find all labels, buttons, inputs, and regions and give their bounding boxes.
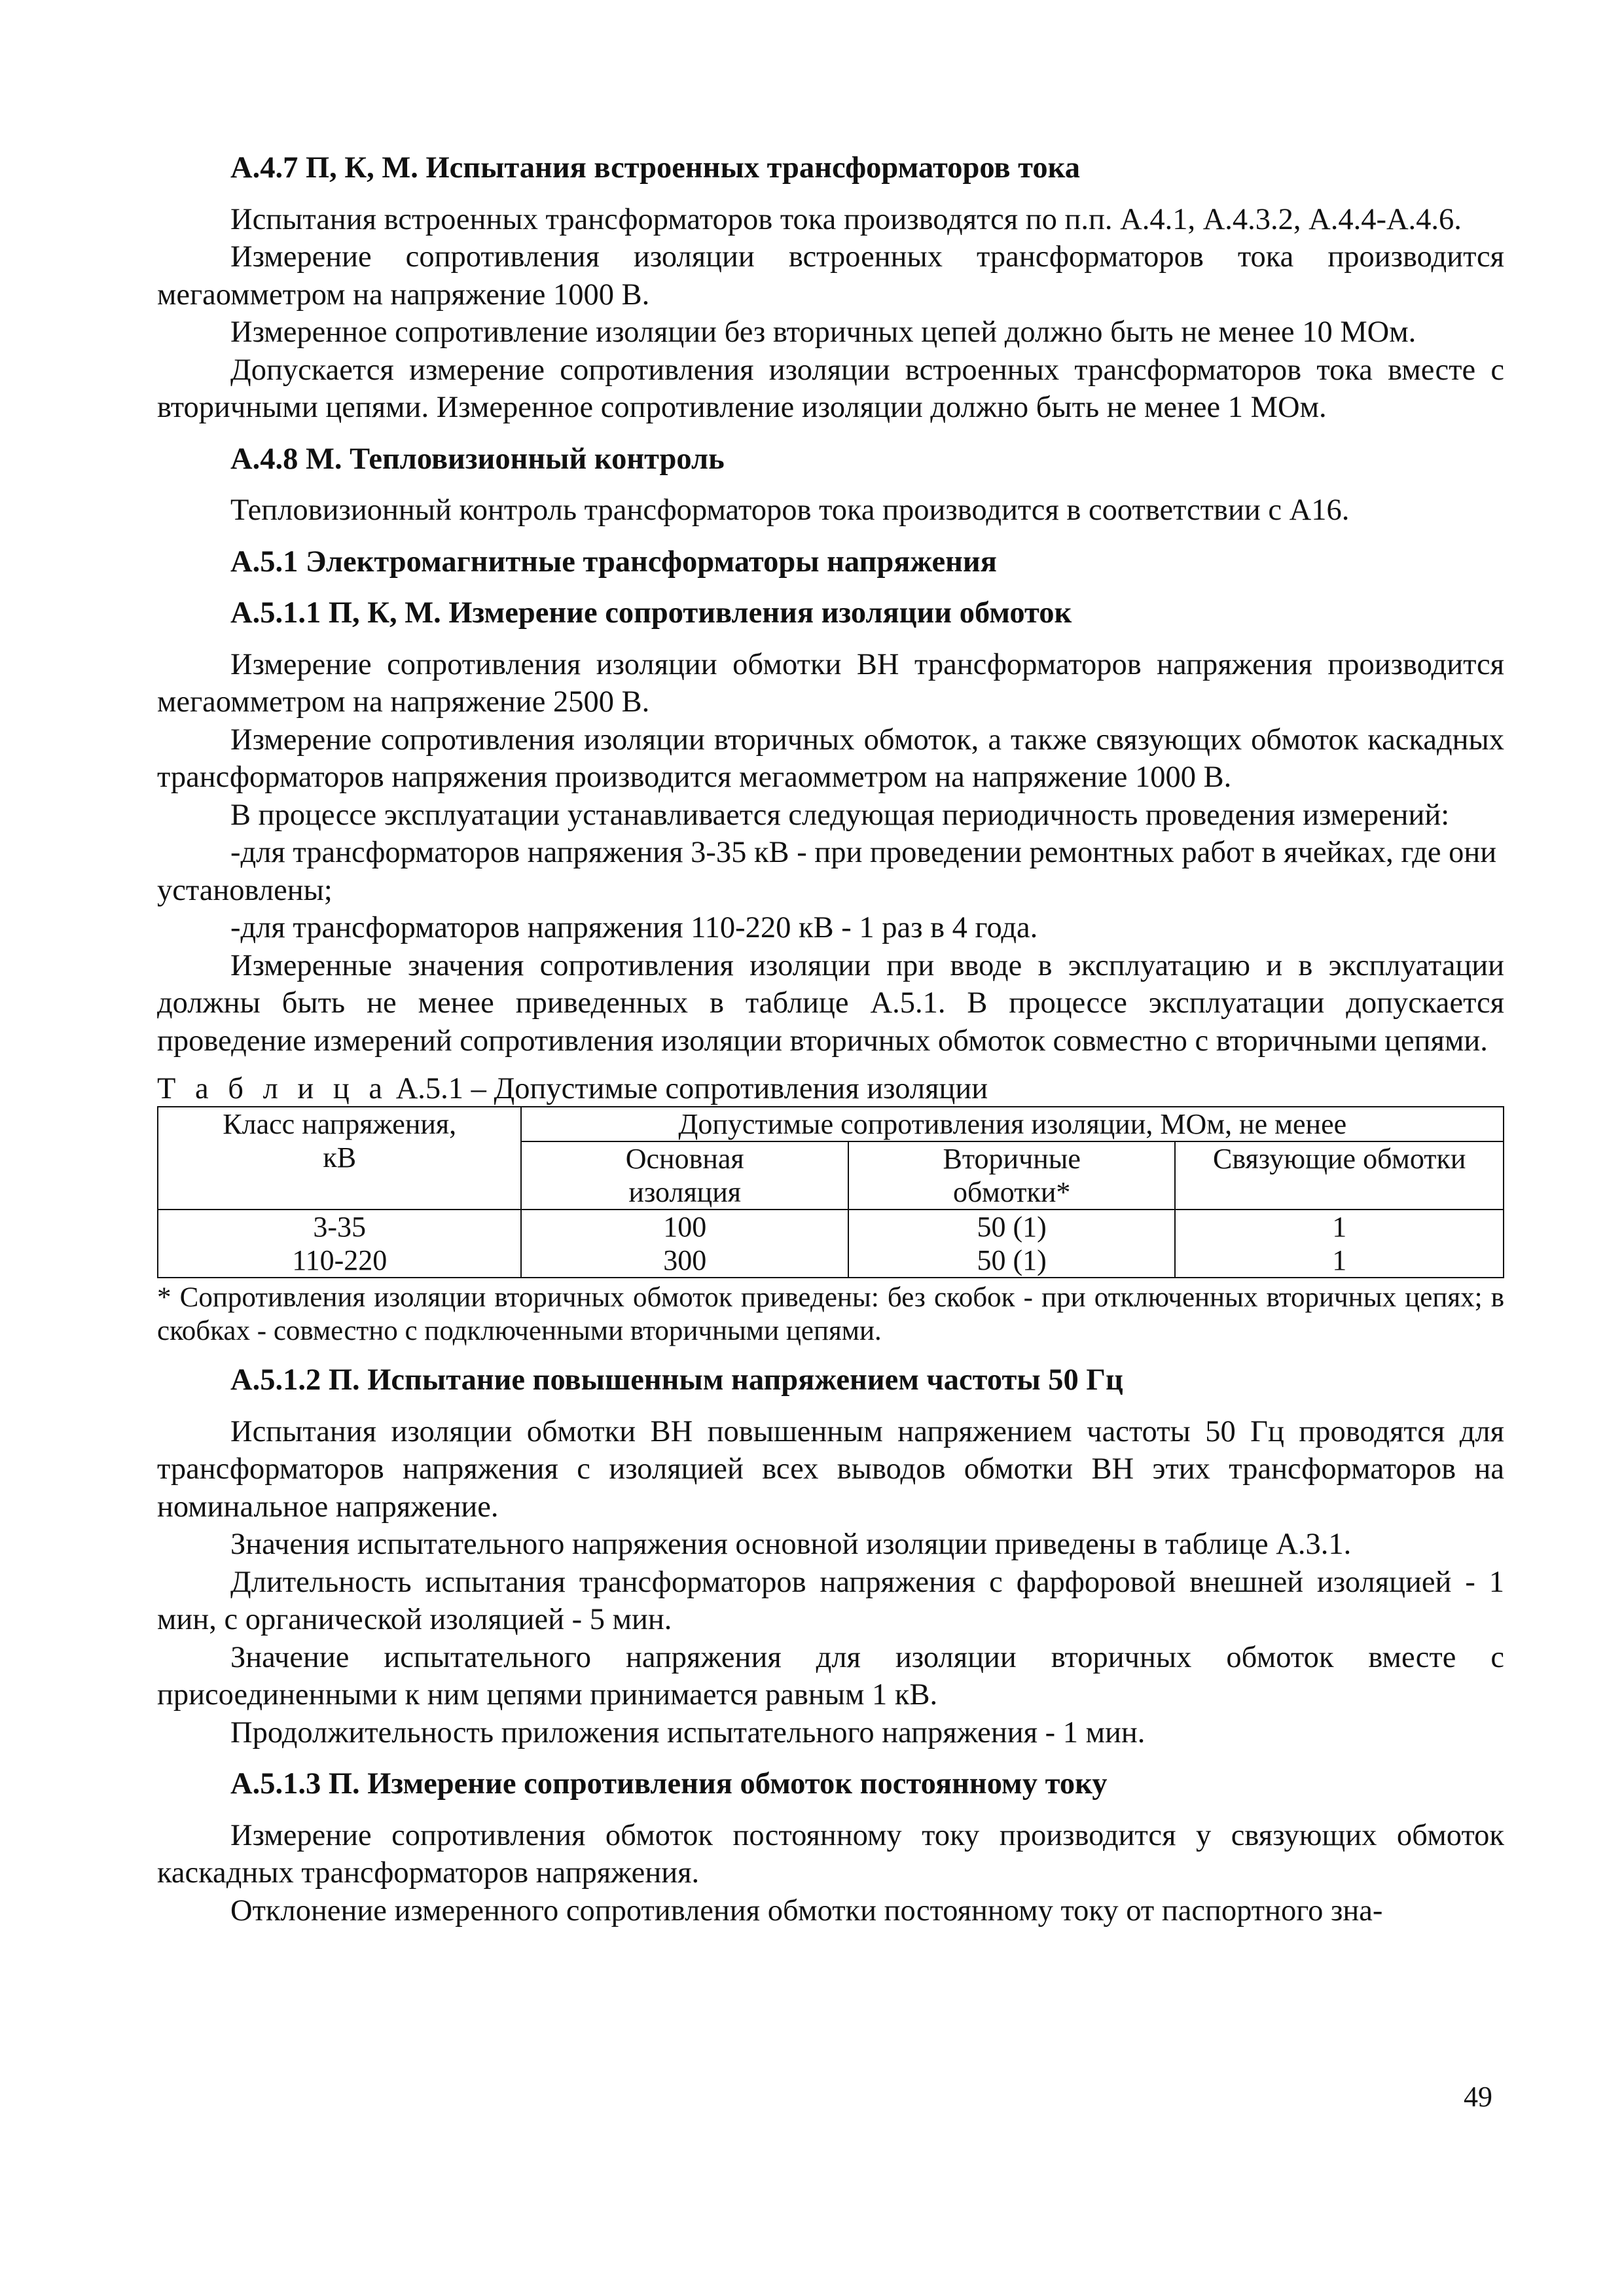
paragraph: Продолжительность приложения испытательного напряжения - 1 мин. [230, 1715, 1146, 1749]
page-content [157, 149, 1504, 1929]
cell-coupling: 1 [1175, 1244, 1504, 1278]
table-footnote: * Сопротивления изоляции вторичных обмоток приведены: без скобок - при отключенных вторичных цепях; в скобках - совместно с подключенными вторичными цепями. [157, 1282, 1504, 1346]
table-header-row [158, 1107, 1504, 1141]
table-caption [157, 1072, 1504, 1106]
paragraph: Отклонение измеренного сопротивления обмотки постоянному току от паспортного зна- [230, 1893, 1383, 1928]
table-row [158, 1210, 1504, 1244]
paragraph: Измерение сопротивления изоляции встроенных трансформаторов тока производится мегаомметром на напряжение 1000 В. [157, 240, 1504, 312]
section-heading-a-5-1: А.5.1 Электромагнитные трансформаторы напряжения [230, 545, 997, 579]
section-heading-a-5-1-1: А.5.1.1 П, К, М. Измерение сопротивления изоляции обмоток [230, 596, 1072, 630]
section-heading-a-4-8: А.4.8 М. Тепловизионный контроль [230, 442, 725, 476]
paragraph: Испытания встроенных трансформаторов тока производятся по п.п. А.4.1, А.4.3.2, А.4.4-А.4.6. [230, 202, 1462, 236]
cell-voltage-class: 3-35 [158, 1210, 521, 1244]
section-heading-a-5-1-3: А.5.1.3 П. Измерение сопротивления обмоток постоянному току [230, 1767, 1108, 1801]
paragraph: В процессе эксплуатации устанавливается следующая периодичность проведения измерений: [230, 798, 1450, 832]
cell-secondary: 50 (1) [848, 1244, 1176, 1278]
section-heading-a-5-1-2: А.5.1.2 П. Испытание повышенным напряжением частоты 50 Гц [230, 1363, 1123, 1397]
header-coupling-windings: Связующие обмотки [1175, 1141, 1504, 1210]
cell-voltage-class: 110-220 [158, 1244, 521, 1278]
paragraph: Длительность испытания трансформаторов напряжения с фарфоровой внешней изоляцией - 1 мин, с органической изоляцией - 5 мин. [157, 1565, 1504, 1636]
paragraph: Измеренное сопротивление изоляции без вторичных цепей должно быть не менее 10 МОм. [230, 315, 1416, 349]
spacer [157, 529, 1504, 543]
table-caption-title: А.5.1 – Допустимые сопротивления изоляции [388, 1072, 988, 1105]
cell-secondary: 50 (1) [848, 1210, 1176, 1244]
spacer [157, 427, 1504, 440]
paragraph: Измерение сопротивления изоляции вторичных обмоток, а также связующих обмоток каскадных трансформаторов напряжения производится мегаомметром на напряжение 1000 В. [157, 723, 1504, 794]
header-main-insulation: Основная изоляция [521, 1141, 848, 1210]
paragraph: Допускается измерение сопротивления изоляции встроенных трансформаторов тока вместе с вторичными цепями. Измеренное сопротивление изоляции должно быть не менее 1 МОм. [157, 353, 1504, 424]
table-row [158, 1244, 1504, 1278]
header-voltage-class: Класс напряжения, кВ [158, 1107, 521, 1210]
cell-main: 300 [521, 1244, 848, 1278]
cell-coupling: 1 [1175, 1210, 1504, 1244]
header-secondary-windings: Вторичные обмотки* [848, 1141, 1176, 1210]
paragraph: Значение испытательного напряжения для изоляции вторичных обмоток вместе с присоединенными к ним цепями принимается равным 1 кВ. [157, 1640, 1504, 1712]
paragraph: Тепловизионный контроль трансформаторов тока производится в соответствии с А16. [230, 493, 1350, 527]
page-number: 49 [1464, 2081, 1492, 2113]
spacer [157, 1751, 1504, 1765]
paragraph: Значения испытательного напряжения основной изоляции приведены в таблице А.3.1. [230, 1528, 1352, 1561]
section-heading-a-4-7: А.4.7 П, К, М. Испытания встроенных трансформаторов тока [230, 151, 1080, 185]
header-allowed-resistance: Допустимые сопротивления изоляции, МОм, не менее [521, 1107, 1504, 1141]
insulation-resistance-table [157, 1106, 1504, 1278]
table-caption-prefix: Т а б л и ц а [157, 1072, 389, 1105]
cell-main: 100 [521, 1210, 848, 1244]
paragraph: Измеренные значения сопротивления изоляции при вводе в эксплуатацию и в эксплуатации должны быть не менее приведенных в таблице А.5.1. В процессе эксплуатации допускается проведение измерений сопротивления изоляции вторичных обмоток совместно с вторичными цепями. [157, 948, 1504, 1058]
list-item: -для трансформаторов напряжения 3-35 кВ - при проведении ремонтных работ в ячейках, где они установлены; [157, 836, 1497, 907]
paragraph: Измерение сопротивления изоляции обмотки ВН трансформаторов напряжения производится мегаомметром на напряжение 2500 В. [157, 647, 1504, 719]
paragraph: Испытания изоляции обмотки ВН повышенным напряжением частоты 50 Гц проводятся для трансформаторов напряжения с изоляцией всех выводов обмотки ВН этих трансформаторов на номинальное напряжение. [157, 1414, 1504, 1524]
paragraph: Измерение сопротивления обмоток постоянному току производится у связующих обмоток каскадных трансформаторов напряжения. [157, 1818, 1504, 1890]
list-item: -для трансформаторов напряжения 110-220 кВ - 1 раз в 4 года. [230, 911, 1038, 944]
